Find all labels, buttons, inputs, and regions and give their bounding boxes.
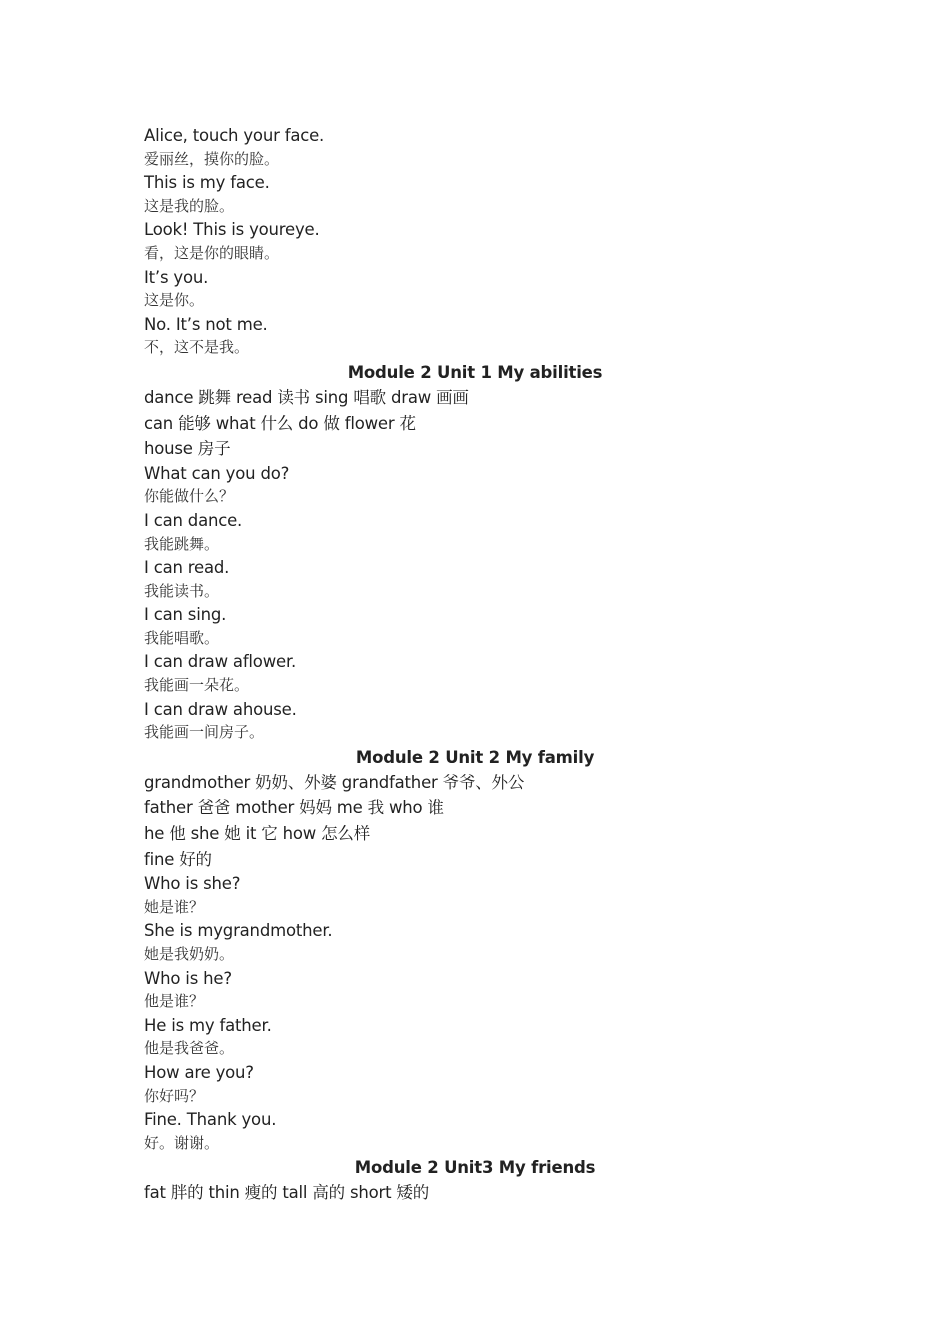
sentence-en: I can sing. xyxy=(144,605,227,625)
sentence-en: I can draw ahouse. xyxy=(144,699,297,719)
sentence-zh: 这是你。 xyxy=(144,291,205,310)
vocab-line: father 爸爸 mother 妈妈 me 我 who 谁 xyxy=(144,798,444,818)
sentence-en: This is my face. xyxy=(144,173,270,193)
sentence-en: It’s you. xyxy=(144,267,209,287)
vocab-line: grandmother 奶奶、外婆 grandfather 爷爷、外公 xyxy=(144,772,525,792)
vocab-line: can 能够 what 什么 do 做 flower 花 xyxy=(144,413,416,433)
sentence-zh: 她是我奶奶。 xyxy=(144,945,235,963)
sentence-en: Look! This is youreye. xyxy=(144,220,320,240)
document-body xyxy=(144,124,806,1206)
sentence-en: Fine. Thank you. xyxy=(144,1110,277,1130)
section-heading-family: Module 2 Unit 2 My family xyxy=(355,747,595,767)
sentence-zh: 不，这不是我。 xyxy=(144,338,250,357)
sentence-en: How are you? xyxy=(144,1062,254,1082)
sentence-zh: 你好吗？ xyxy=(144,1086,205,1105)
sentence-en: I can dance. xyxy=(144,510,243,530)
sentence-zh: 他是谁？ xyxy=(144,992,205,1011)
sentence-zh: 你能做什么？ xyxy=(144,487,235,506)
vocab-line: he 他 she 她 it 它 how 怎么样 xyxy=(144,824,371,844)
sentence-zh: 爱丽丝，摸你的脸。 xyxy=(144,149,280,168)
sentence-zh: 我能画一间房子。 xyxy=(144,723,265,742)
sentence-zh: 她是谁？ xyxy=(144,897,205,916)
sentence-zh: 看，这是你的眼睛。 xyxy=(144,243,280,262)
sentence-en: Who is he? xyxy=(144,968,232,988)
sentence-zh: 好。谢谢。 xyxy=(144,1133,220,1152)
sentence-en: Alice, touch your face. xyxy=(144,126,325,145)
sentence-en: He is my father. xyxy=(144,1015,272,1035)
sentence-zh: 我能画一朵花。 xyxy=(144,676,250,695)
section-heading-friends: Module 2 Unit3 My friends xyxy=(354,1158,596,1178)
sentence-en: She is mygrandmother. xyxy=(144,921,333,941)
vocab-line: fine 好的 xyxy=(144,849,212,869)
sentence-zh: 这是我的脸。 xyxy=(144,196,235,215)
sentence-en: What can you do? xyxy=(144,463,290,483)
sentence-en: No. It’s not me. xyxy=(144,314,268,334)
sentence-zh: 他是我爸爸。 xyxy=(144,1039,235,1058)
section-heading-abilities: Module 2 Unit 1 My abilities xyxy=(347,362,603,382)
vocab-line: fat 胖的 thin 瘦的 tall 高的 short 矮的 xyxy=(144,1183,430,1203)
vocab-line: house 房子 xyxy=(144,439,231,459)
sentence-zh: 我能读书。 xyxy=(144,581,220,600)
sentence-en: I can draw aflower. xyxy=(144,652,297,672)
sentence-en: I can read. xyxy=(144,558,230,578)
sentence-zh: 我能跳舞。 xyxy=(144,534,220,553)
vocab-line: dance 跳舞 read 读书 sing 唱歌 draw 画画 xyxy=(144,387,469,407)
sentence-en: Who is she? xyxy=(144,874,241,894)
sentence-zh: 我能唱歌。 xyxy=(144,628,220,647)
